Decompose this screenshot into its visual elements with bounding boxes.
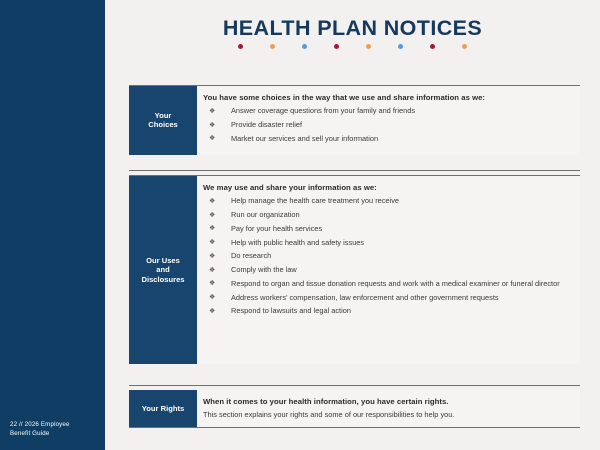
list-item xyxy=(203,306,574,317)
bullet-list xyxy=(203,196,574,317)
list-item xyxy=(203,265,574,276)
page-title: HEALTH PLAN NOTICES xyxy=(222,16,483,40)
dot-orange-2 xyxy=(366,44,371,49)
section-our-uses-and-disclosures xyxy=(129,175,580,364)
label-line-2: and xyxy=(156,265,170,275)
label-line-2: Choices xyxy=(148,120,178,130)
diamond-bullet-icon: ❖ xyxy=(209,306,216,316)
label-line-1: Our Uses xyxy=(146,255,180,265)
list-item-text: Answer coverage questions from your family and friends xyxy=(231,106,416,116)
diamond-bullet-icon: ❖ xyxy=(209,278,216,288)
list-item xyxy=(203,279,574,290)
footer-line-2: Benefit Guide xyxy=(10,430,50,437)
list-item-text: Comply with the law xyxy=(231,265,297,275)
list-item-text: Do research xyxy=(231,251,272,261)
list-item-text: Respond to lawsuits and legal action xyxy=(231,306,351,316)
section-your-rights xyxy=(129,390,580,428)
diamond-bullet-icon: ❖ xyxy=(209,209,216,219)
section-content xyxy=(197,86,580,155)
section-lead-text: You have some choices in the way that we use and share information as we: xyxy=(203,93,486,102)
section-your-choices xyxy=(129,85,580,155)
list-item xyxy=(203,251,574,262)
label-line-1: Your xyxy=(154,110,172,120)
left-rail xyxy=(0,0,105,450)
section-sub-text: This section explains your rights and some of our responsibilities to help you. xyxy=(203,410,455,419)
section-content xyxy=(197,390,580,427)
footer-line-1: 22 // 2026 Employee xyxy=(10,421,70,428)
list-item xyxy=(203,210,574,221)
section-body xyxy=(129,390,580,427)
diamond-bullet-icon: ❖ xyxy=(209,237,216,247)
diamond-bullet-icon: ❖ xyxy=(209,264,216,274)
list-item xyxy=(203,238,574,249)
diamond-bullet-icon: ❖ xyxy=(209,223,216,233)
decorative-dot-row xyxy=(105,44,600,49)
section-label-our-uses-and-disclosures xyxy=(129,176,197,364)
section-body xyxy=(129,176,580,364)
diamond-bullet-icon: ❖ xyxy=(209,133,216,143)
list-item xyxy=(203,196,574,207)
dot-maroon-1 xyxy=(238,44,243,49)
list-item-text: Respond to organ and tissue donation requests and work with a medical examiner or funeral director xyxy=(231,278,560,288)
dot-orange-1 xyxy=(270,44,275,49)
diamond-bullet-icon: ❖ xyxy=(209,250,216,260)
section-bottom-rule xyxy=(129,427,580,428)
diamond-bullet-icon: ❖ xyxy=(209,292,216,302)
section-content xyxy=(197,176,580,364)
section-lead-text: We may use and share your information as we: xyxy=(203,183,377,192)
diamond-bullet-icon: ❖ xyxy=(209,105,216,115)
diamond-bullet-icon: ❖ xyxy=(209,119,216,129)
section-body xyxy=(129,86,580,155)
list-item-text: Run our organization xyxy=(231,209,300,219)
list-item xyxy=(203,134,574,145)
list-item-text: Help manage the health care treatment you receive xyxy=(231,196,400,206)
section-label-your-rights xyxy=(129,390,197,427)
list-item xyxy=(203,120,574,131)
slide-footer xyxy=(10,420,98,438)
dot-blue-2 xyxy=(398,44,403,49)
dot-blue-1 xyxy=(302,44,307,49)
list-item xyxy=(203,293,574,304)
section-bottom-rule-uses xyxy=(129,385,580,386)
dot-orange-3 xyxy=(462,44,467,49)
list-item-text: Address workers’ compensation, law enforcement and other government requests xyxy=(231,292,499,302)
list-item-text: Market our services and sell your information xyxy=(231,133,379,143)
list-item xyxy=(203,224,574,235)
section-lead-text: When it comes to your health information, you have certain rights. xyxy=(203,397,449,406)
dot-maroon-3 xyxy=(430,44,435,49)
list-item-text: Help with public health and safety issues xyxy=(231,237,365,247)
section-bottom-rule-choices xyxy=(129,170,580,171)
bullet-list xyxy=(203,106,574,144)
list-item-text: Pay for your health services xyxy=(231,223,323,233)
label-line-3: Disclosures xyxy=(141,274,185,284)
diamond-bullet-icon: ❖ xyxy=(209,195,216,205)
list-item xyxy=(203,106,574,117)
dot-maroon-2 xyxy=(334,44,339,49)
list-item-text: Provide disaster relief xyxy=(231,119,303,129)
section-label-your-choices xyxy=(129,86,197,155)
label-line-1: Your Rights xyxy=(141,403,185,413)
